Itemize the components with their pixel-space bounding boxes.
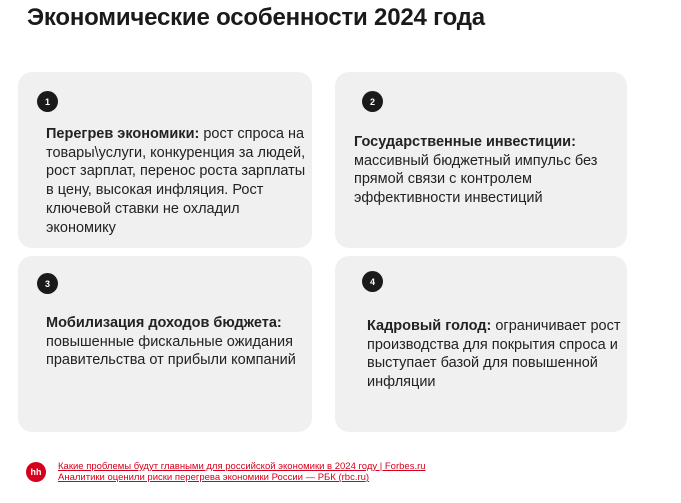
- card-heading: Перегрев экономики:: [46, 126, 200, 142]
- page-title: Экономические особенности 2024 года: [27, 4, 485, 31]
- card-heading: Кадровый голод:: [367, 318, 492, 334]
- card-text: [46, 125, 308, 237]
- card-heading: Государственные инвестиции:: [354, 134, 576, 150]
- card-number-badge: 1: [37, 91, 58, 112]
- source-links: [58, 461, 426, 483]
- footer: [26, 461, 426, 483]
- hh-logo-icon: hh: [26, 462, 46, 482]
- card-text: [46, 314, 308, 370]
- source-link-rbc[interactable]: Аналитики оценили риски перегрева экономики России — РБК (rbc.ru): [58, 472, 370, 483]
- source-link-forbes[interactable]: Какие проблемы будут главными для российской экономики в 2024 году | Forbes.ru: [58, 461, 426, 472]
- card-number-badge: 4: [362, 271, 383, 292]
- card-number-badge: 2: [362, 91, 383, 112]
- card-number-badge: 3: [37, 273, 58, 294]
- card-body: рост спроса на товары\услуги, конкуренция за людей, рост зарплат, перенос роста зарплаты в цену, высокая инфляция. Рост ключевой ставки не охладил экономику: [46, 126, 306, 236]
- card-overheating: [18, 72, 312, 248]
- card-budget-mobilization: [18, 256, 312, 432]
- card-text: [367, 317, 621, 392]
- card-heading: Мобилизация доходов бюджета:: [46, 315, 282, 331]
- card-body: ограничивает рост производства для покрытия спроса и выступает базой для повышенной инфляции: [367, 318, 621, 391]
- card-text: [354, 133, 616, 208]
- card-state-investment: [335, 72, 627, 248]
- card-labor-shortage: [335, 256, 627, 432]
- card-body: массивный бюджетный импульс без прямой связи с контролем эффективности инвестиций: [354, 152, 598, 207]
- card-body: повышенные фискальные ожидания правительства от прибыли компаний: [46, 333, 296, 369]
